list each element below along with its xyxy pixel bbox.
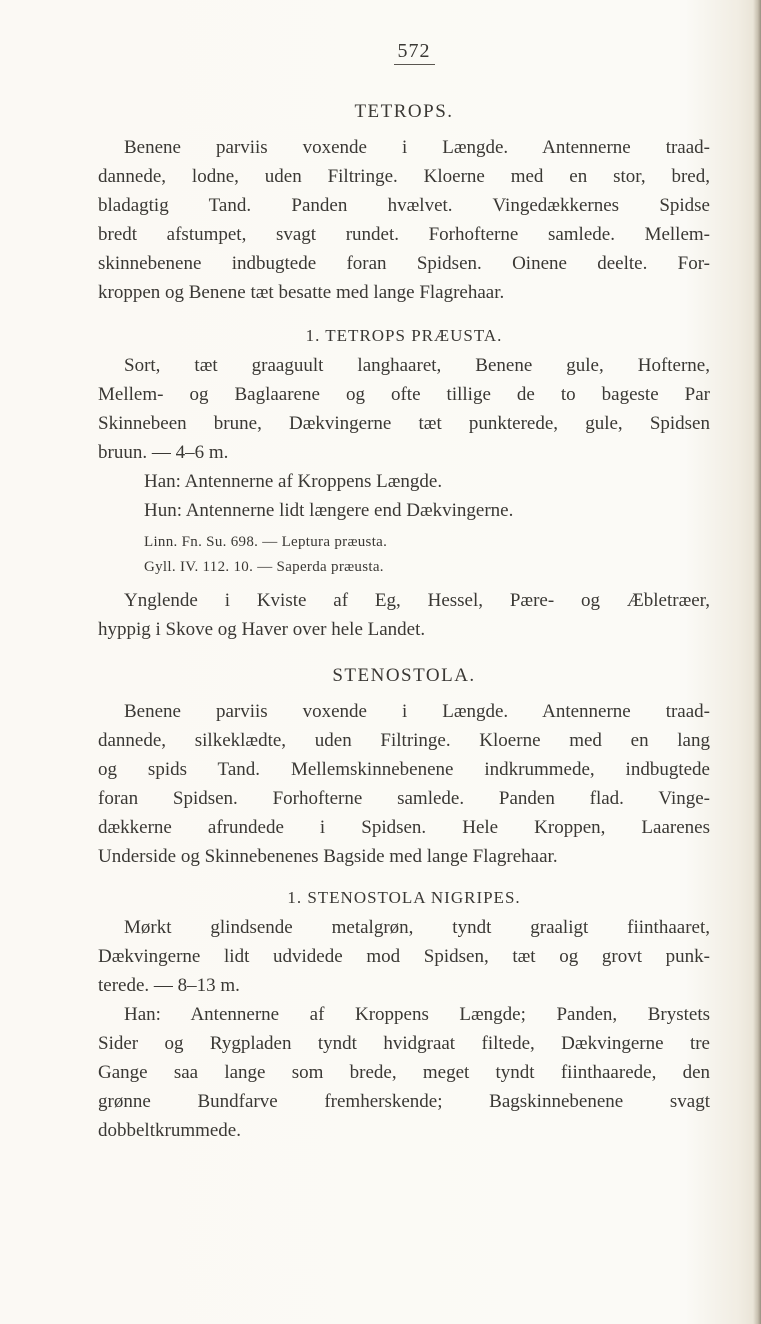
page-number bbox=[118, 40, 710, 68]
reference-line: Linn. Fn. Su. 698. — Leptura præusta. bbox=[144, 534, 388, 550]
genus-heading-stenostola: STENOSTOLA. bbox=[332, 665, 476, 686]
species-heading-tetrops-praeusta: 1. TETROPS PRÆUSTA. bbox=[305, 326, 503, 345]
text-line: dobbeltkrummede. bbox=[98, 1120, 241, 1141]
text-line: hyppig i Skove og Haver over hele Landet. bbox=[98, 619, 426, 640]
text-line: bredt afstumpet, svagt rundet. Forhofterne samlede. Mellem- bbox=[98, 224, 710, 245]
reference-line: Gyll. IV. 112. 10. — Saperda præusta. bbox=[144, 559, 384, 575]
habitat-tetrops bbox=[98, 586, 710, 644]
references-tetrops bbox=[98, 530, 710, 580]
text-line: Skinnebeen brune, Dækvingerne tæt punkterede, gule, Spidsen bbox=[98, 413, 710, 434]
genus-description-tetrops bbox=[98, 133, 710, 307]
page-number-text: 572 bbox=[394, 40, 435, 65]
genus-description-stenostola bbox=[98, 697, 710, 871]
text-line: skinnebenene indbugtede foran Spidsen. Oinene deelte. For- bbox=[98, 253, 710, 274]
text-line: Gange saa lange som brede, meget tyndt fiinthaarede, den bbox=[98, 1062, 710, 1083]
text-line: dannede, silkeklædte, uden Filtringe. Kloerne med en lang bbox=[98, 730, 710, 751]
text-line: Mellem- og Baglaarene og ofte tillige de to bageste Par bbox=[98, 384, 710, 405]
text-line: Sider og Rygpladen tyndt hvidgraat filtede, Dækvingerne tre bbox=[98, 1033, 710, 1054]
text-line: Benene parviis voxende i Længde. Antennerne traad- bbox=[124, 701, 710, 722]
text-line: og spids Tand. Mellemskinnebenene indkrummede, indbugtede bbox=[98, 759, 710, 780]
text-line: terede. — 8–13 m. bbox=[98, 975, 240, 996]
text-line: grønne Bundfarve fremherskende; Bagskinnebenene svagt bbox=[98, 1091, 710, 1112]
text-line: dækkerne afrundede i Spidsen. Hele Kroppen, Laarenes bbox=[98, 817, 710, 838]
text-line: Ynglende i Kviste af Eg, Hessel, Pære- og Æbletræer, bbox=[124, 590, 710, 611]
text-line: bruun. — 4–6 m. bbox=[98, 442, 229, 463]
text-line: Han: Antennerne af Kroppens Længde; Panden, Brystets bbox=[124, 1004, 710, 1025]
page-edge-shadow bbox=[753, 0, 761, 1324]
text-line: dannede, lodne, uden Filtringe. Kloerne med en stor, bred, bbox=[98, 166, 710, 187]
text-line: foran Spidsen. Forhofterne samlede. Panden flad. Vinge- bbox=[98, 788, 710, 809]
species-description-tetrops-praeusta bbox=[98, 351, 710, 467]
text-line: Dækvingerne lidt udvidede mod Spidsen, tæt og grovt punk- bbox=[98, 946, 710, 967]
text-line: Benene parviis voxende i Længde. Antennerne traad- bbox=[124, 137, 710, 158]
species-heading-stenostola-nigripes: 1. STENOSTOLA NIGRIPES. bbox=[287, 888, 521, 907]
genus-heading-tetrops: TETROPS. bbox=[354, 101, 454, 122]
female-description-tetrops: Hun: Antennerne lidt længere end Dækvingerne. bbox=[144, 500, 514, 521]
species-description-stenostola-nigripes bbox=[98, 913, 710, 1000]
page-content bbox=[98, 40, 710, 1145]
text-line: Underside og Skinnebenenes Bagside med lange Flagrehaar. bbox=[98, 846, 558, 867]
text-line: Sort, tæt graaguult langhaaret, Benene gule, Hofterne, bbox=[124, 355, 710, 376]
text-line: Mørkt glindsende metalgrøn, tyndt graaligt fiinthaaret, bbox=[124, 917, 710, 938]
text-line: kroppen og Benene tæt besatte med lange Flagrehaar. bbox=[98, 282, 505, 303]
text-line: bladagtig Tand. Panden hvælvet. Vingedækkernes Spidse bbox=[98, 195, 710, 216]
male-description-tetrops: Han: Antennerne af Kroppens Længde. bbox=[144, 471, 443, 492]
male-description-stenostola bbox=[98, 1000, 710, 1145]
